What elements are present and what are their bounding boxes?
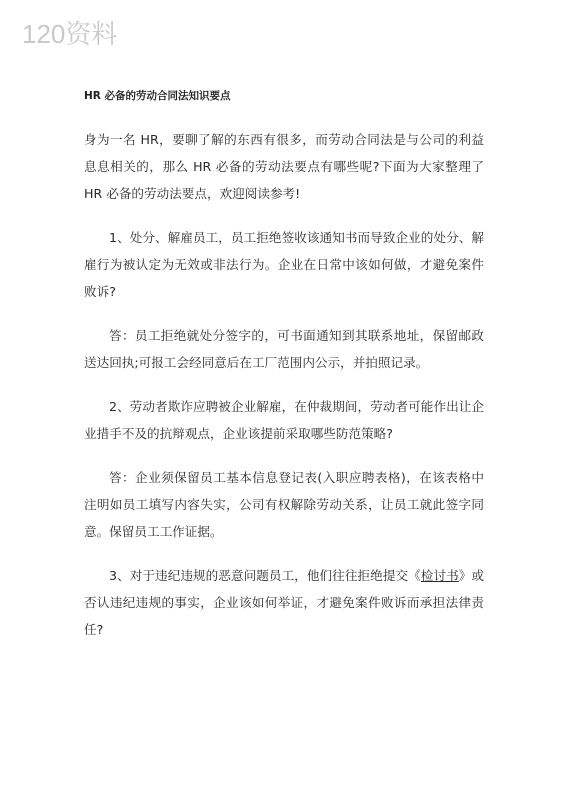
question-3-after: 》或否认违纪违规的事实，企业该如何举证，才避免案件败诉而承担法律责任?	[84, 568, 485, 637]
document-title: HR 必备的劳动合同法知识要点	[84, 90, 231, 102]
question-3-before: 3、对于违纪违规的恶意问题员工，他们往往拒绝提交《	[109, 568, 421, 583]
intro-paragraph: 身为一名 HR，要聊了解的东西有很多，而劳动合同法是与公司的利益息息相关的，那么 HR 必备的劳动法要点有哪些呢?下面为大家整理了 HR 必备的劳动法要点，欢迎阅读参考!	[84, 132, 484, 201]
answer-1: 答：员工拒绝就处分签字的，可书面通知到其联系地址，保留邮政送达回执;可报工会经同意后在工厂范围内公示，并拍照记录。	[84, 328, 484, 370]
answer-2: 答：企业须保留员工基本信息登记表(入职应聘表格)，在该表格中注明如员工填写内容失实，公司有权解除劳动关系，让员工就此签字同意。保留员工工作证据。	[84, 470, 484, 539]
question-1: 1、处分、解雇员工，员工拒绝签收该通知书而导致企业的处分、解雇行为被认定为无效或非法行为。企业在日常中该如何做，才避免案件败诉?	[84, 230, 484, 299]
document-body	[84, 88, 484, 660]
question-3	[84, 562, 484, 643]
jiantaoshu-link[interactable]: 检讨书	[420, 568, 459, 583]
question-2: 2、劳动者欺诈应聘被企业解雇，在仲裁期间，劳动者可能作出让企业措手不及的抗辩观点，企业该提前采取哪些防范策略?	[84, 399, 484, 441]
watermark: 120资料	[22, 19, 118, 49]
